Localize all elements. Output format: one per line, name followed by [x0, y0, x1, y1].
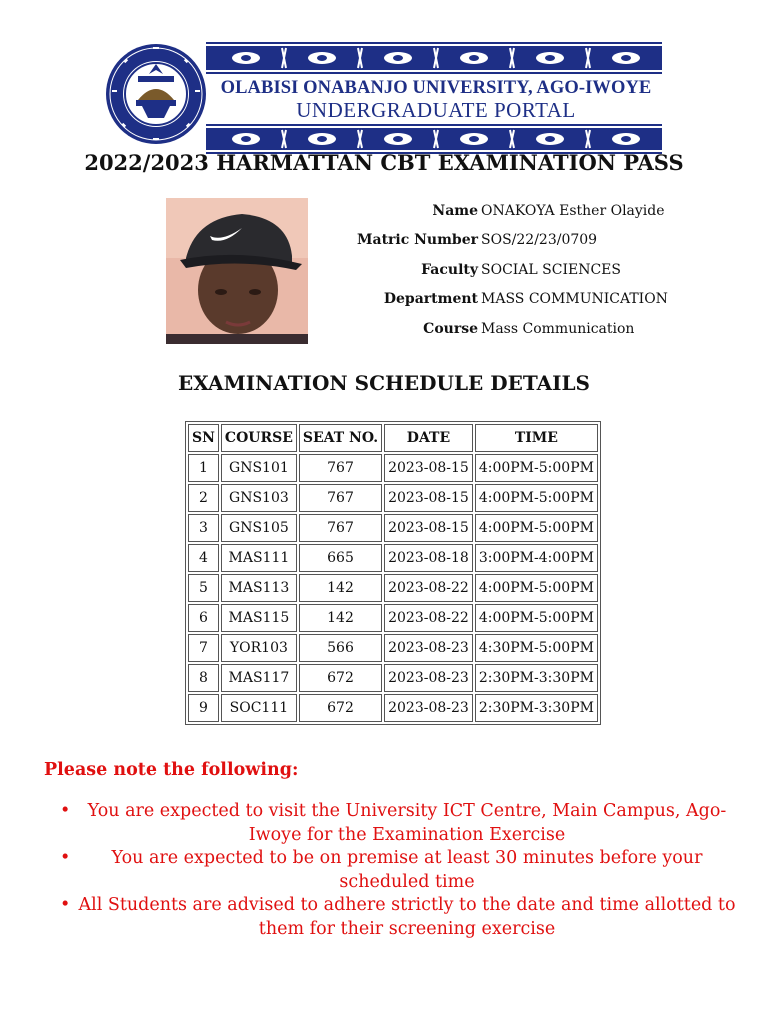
column-header-seat: SEAT NO.: [299, 424, 382, 452]
note-text: All Students are advised to adhere strictly to the date and time allotted to them for their screening exercise: [78, 895, 736, 939]
cell-date: 2023-08-15: [384, 454, 473, 482]
list-item: [60, 847, 740, 894]
cell-seat: 767: [299, 514, 382, 542]
name-value: ONAKOYA Esther Olayide: [481, 203, 665, 219]
cell-date: 2023-08-23: [384, 634, 473, 662]
cell-course: YOR103: [221, 634, 297, 662]
cell-time: 4:00PM-5:00PM: [475, 574, 598, 602]
cell-date: 2023-08-23: [384, 694, 473, 722]
cell-time: 4:30PM-5:00PM: [475, 634, 598, 662]
cell-course: GNS101: [221, 454, 297, 482]
faculty-value: SOCIAL SCIENCES: [481, 262, 621, 278]
cell-time: 2:30PM-3:30PM: [475, 664, 598, 692]
schedule-table: [185, 421, 601, 725]
cell-seat: 767: [299, 454, 382, 482]
list-item: [60, 894, 740, 941]
cell-sn: 7: [188, 634, 219, 662]
matric-label: Matric Number: [357, 232, 478, 248]
cell-time: 4:00PM-5:00PM: [475, 484, 598, 512]
cell-time: 4:00PM-5:00PM: [475, 454, 598, 482]
bullet-icon: •: [60, 895, 71, 915]
note-text: You are expected to visit the University ICT Centre, Main Campus, Ago-Iwoye for the Examination Exercise: [87, 801, 727, 845]
cell-course: GNS103: [221, 484, 297, 512]
column-header-time: TIME: [475, 424, 598, 452]
university-banner: [104, 42, 664, 152]
table-row: [188, 454, 598, 482]
cell-course: MAS115: [221, 604, 297, 632]
bullet-icon: •: [60, 801, 71, 821]
cell-course: MAS111: [221, 544, 297, 572]
column-header-course: COURSE: [221, 424, 297, 452]
cell-course: GNS105: [221, 514, 297, 542]
cell-date: 2023-08-22: [384, 604, 473, 632]
cell-time: 2:30PM-3:30PM: [475, 694, 598, 722]
cell-seat: 672: [299, 664, 382, 692]
cell-date: 2023-08-23: [384, 664, 473, 692]
cell-time: 4:00PM-5:00PM: [475, 514, 598, 542]
info-row-name: [300, 203, 740, 225]
cell-sn: 6: [188, 604, 219, 632]
pass-title: 2022/2023 HARMATTAN CBT EXAMINATION PASS: [84, 150, 684, 175]
university-seal-logo: [104, 42, 208, 146]
cell-seat: 142: [299, 604, 382, 632]
table-header-row: [188, 424, 598, 452]
cell-sn: 8: [188, 664, 219, 692]
decorative-pattern-strip-top: [206, 42, 662, 74]
cell-date: 2023-08-22: [384, 574, 473, 602]
cell-sn: 1: [188, 454, 219, 482]
cell-sn: 9: [188, 694, 219, 722]
table-row: [188, 544, 598, 572]
info-row-matric: [300, 232, 740, 254]
cell-sn: 4: [188, 544, 219, 572]
cell-course: MAS117: [221, 664, 297, 692]
table-row: [188, 634, 598, 662]
schedule-table-body: [188, 454, 598, 722]
university-name: OLABISI ONABANJO UNIVERSITY, AGO-IWOYE: [220, 78, 652, 98]
list-item: [60, 800, 740, 847]
faculty-label: Faculty: [421, 262, 478, 278]
department-value: MASS COMMUNICATION: [481, 291, 668, 307]
course-value: Mass Communication: [481, 321, 635, 337]
info-row-faculty: [300, 262, 740, 284]
table-row: [188, 574, 598, 602]
course-label: Course: [423, 321, 478, 337]
column-header-sn: SN: [188, 424, 219, 452]
info-row-department: [300, 291, 740, 313]
column-header-date: DATE: [384, 424, 473, 452]
cell-course: SOC111: [221, 694, 297, 722]
cell-course: MAS113: [221, 574, 297, 602]
notes-list: [60, 800, 740, 941]
table-row: [188, 664, 598, 692]
cell-sn: 3: [188, 514, 219, 542]
department-label: Department: [383, 291, 478, 307]
cell-seat: 767: [299, 484, 382, 512]
cell-seat: 566: [299, 634, 382, 662]
table-row: [188, 694, 598, 722]
bullet-icon: •: [60, 848, 71, 868]
portal-name: UNDERGRADUATE PORTAL: [296, 98, 576, 122]
cell-date: 2023-08-15: [384, 514, 473, 542]
cell-sn: 2: [188, 484, 219, 512]
cell-sn: 5: [188, 574, 219, 602]
cell-date: 2023-08-15: [384, 484, 473, 512]
info-row-course: [300, 321, 740, 343]
cell-seat: 672: [299, 694, 382, 722]
table-row: [188, 484, 598, 512]
table-row: [188, 514, 598, 542]
note-text: You are expected to be on premise at least 30 minutes before your scheduled time: [111, 848, 703, 892]
cell-seat: 665: [299, 544, 382, 572]
student-photo: [166, 198, 308, 344]
name-label: Name: [432, 203, 478, 219]
table-row: [188, 604, 598, 632]
schedule-title: EXAMINATION SCHEDULE DETAILS: [178, 371, 590, 395]
cell-time: 4:00PM-5:00PM: [475, 604, 598, 632]
cell-time: 3:00PM-4:00PM: [475, 544, 598, 572]
cell-date: 2023-08-18: [384, 544, 473, 572]
cell-seat: 142: [299, 574, 382, 602]
notes-title: Please note the following:: [44, 760, 299, 780]
matric-value: SOS/22/23/0709: [481, 232, 598, 248]
